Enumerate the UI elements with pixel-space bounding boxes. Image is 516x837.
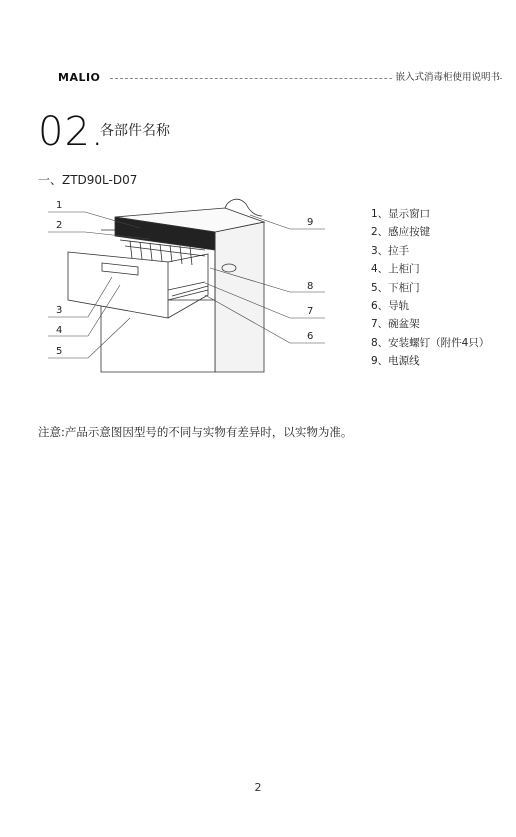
section-title: 各部件名称 [100, 123, 170, 139]
page-number: 2 [254, 781, 262, 794]
part-item: 5、下柜门 [371, 281, 420, 294]
rail-lines [168, 282, 208, 300]
part-item: 3、拉手 [371, 244, 410, 257]
part-item: 7、碗盆架 [371, 318, 420, 331]
part-item: 9、电源线 [371, 355, 420, 368]
section-number: 02. [38, 109, 105, 155]
part-item: 2、感应按键 [371, 226, 431, 239]
callout-6: 6 [307, 331, 314, 342]
part-item: 4、上柜门 [371, 263, 420, 276]
callout-9: 9 [307, 217, 314, 228]
callout-1: 1 [56, 200, 63, 211]
parts-list [371, 205, 489, 371]
part-item: 6、导轨 [371, 299, 410, 312]
callout-2: 2 [56, 220, 63, 231]
manual-title: 嵌入式消毒柜使用说明书 [392, 69, 500, 83]
part-item: 8、安装螺钉（附件4只） [371, 336, 490, 349]
callout-7: 7 [307, 306, 314, 317]
part-item: 1、显示窗口 [371, 208, 431, 220]
brand-logo: MALIO [58, 71, 101, 84]
disclaimer-note: 注意:产品示意图因型号的不同与实物有差异时，以实物为准。 [38, 425, 353, 439]
callout-4: 4 [56, 325, 63, 336]
callout-8: 8 [307, 281, 314, 292]
callout-5: 5 [56, 346, 63, 357]
upper-door [68, 252, 168, 318]
model-heading: 一、ZTD90L-D07 [38, 173, 138, 187]
callout-3: 3 [56, 305, 63, 316]
